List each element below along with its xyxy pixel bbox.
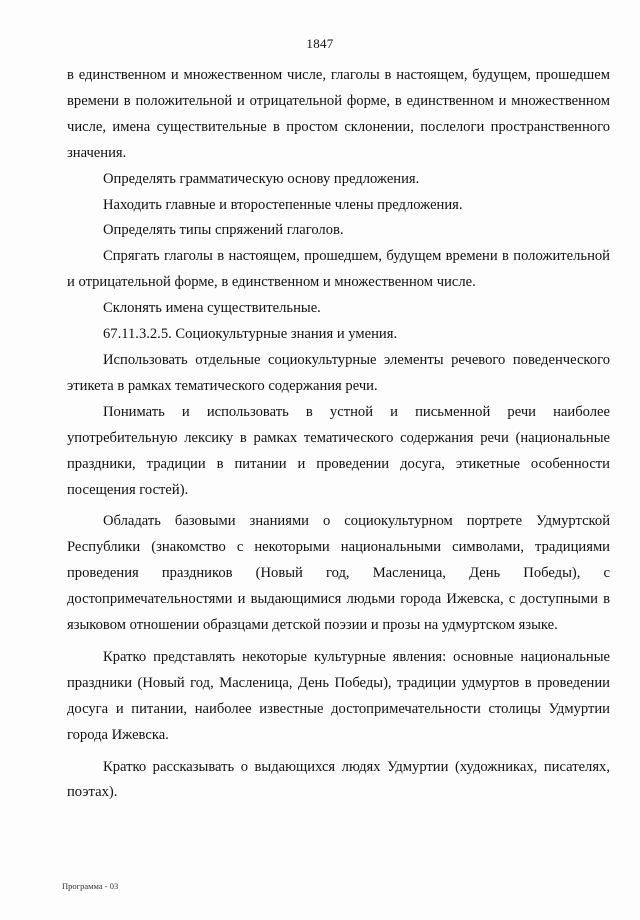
paragraph-grammar-basis: Определять грамматическую основу предложения.	[103, 170, 420, 187]
paragraph-sentence-members: Находить главные и второстепенные члены предложения.	[103, 196, 463, 213]
paragraph-conjugation-types: Определять типы спряжений глаголов.	[103, 222, 344, 239]
section-heading: 67.11.3.2.5. Социокультурные знания и умения.	[103, 326, 398, 343]
paragraph-decline-nouns: Склонять имена существительные.	[103, 300, 321, 317]
paragraph-sociocultural-portrait: Обладать базовыми знаниями о социокультурном портрете Удмуртской Республики (знакомство с некоторыми национальными символами, традициями проведения праздников (Новый год, Масленица, День Победы), с достопримечательностями и выдающимися людьми города Ижевска, с доступными в языковом отношении образцами детской поэзии и прозы на удмуртском языке.	[67, 513, 610, 634]
paragraph-notable-people: Кратко рассказывать о выдающихся людях Удмуртии (художниках, писателях, поэтах).	[67, 758, 610, 801]
body-text	[67, 63, 610, 806]
paragraph-etiquette: Использовать отдельные социокультурные элементы речевого поведенческого этикета в рамках тематического содержания речи.	[67, 351, 610, 394]
paragraph-lexicon: Понимать и использовать в устной и письменной речи наиболее употребительную лексику в рамках тематического содержания речи (национальные праздники, традиции в питании и проведении досуга, этикетные особенности посещения гостей).	[67, 403, 610, 498]
footer-program-mark: Программа - 03	[62, 881, 119, 891]
paragraph-continuation: в единственном и множественном числе, глаголы в настоящем, будущем, прошедшем времени в положительной и отрицательной форме, в единственном и множественном числе, имена существительные в простом склонении, послелоги пространственного значения.	[67, 67, 610, 161]
paragraph-cultural-phenomena: Кратко представлять некоторые культурные явления: основные национальные праздники (Новый год, Масленица, День Победы), традиции удмуртов в проведении досуга и питании, наиболее известные достопримечательности столицы Удмуртии города Ижевска.	[67, 648, 610, 743]
page-number: 1847	[306, 36, 334, 51]
paragraph-conjugate-verbs: Спрягать глаголы в настоящем, прошедшем, будущем времени в положительной и отрицательной форме, в единственном и множественном числе.	[67, 248, 610, 291]
